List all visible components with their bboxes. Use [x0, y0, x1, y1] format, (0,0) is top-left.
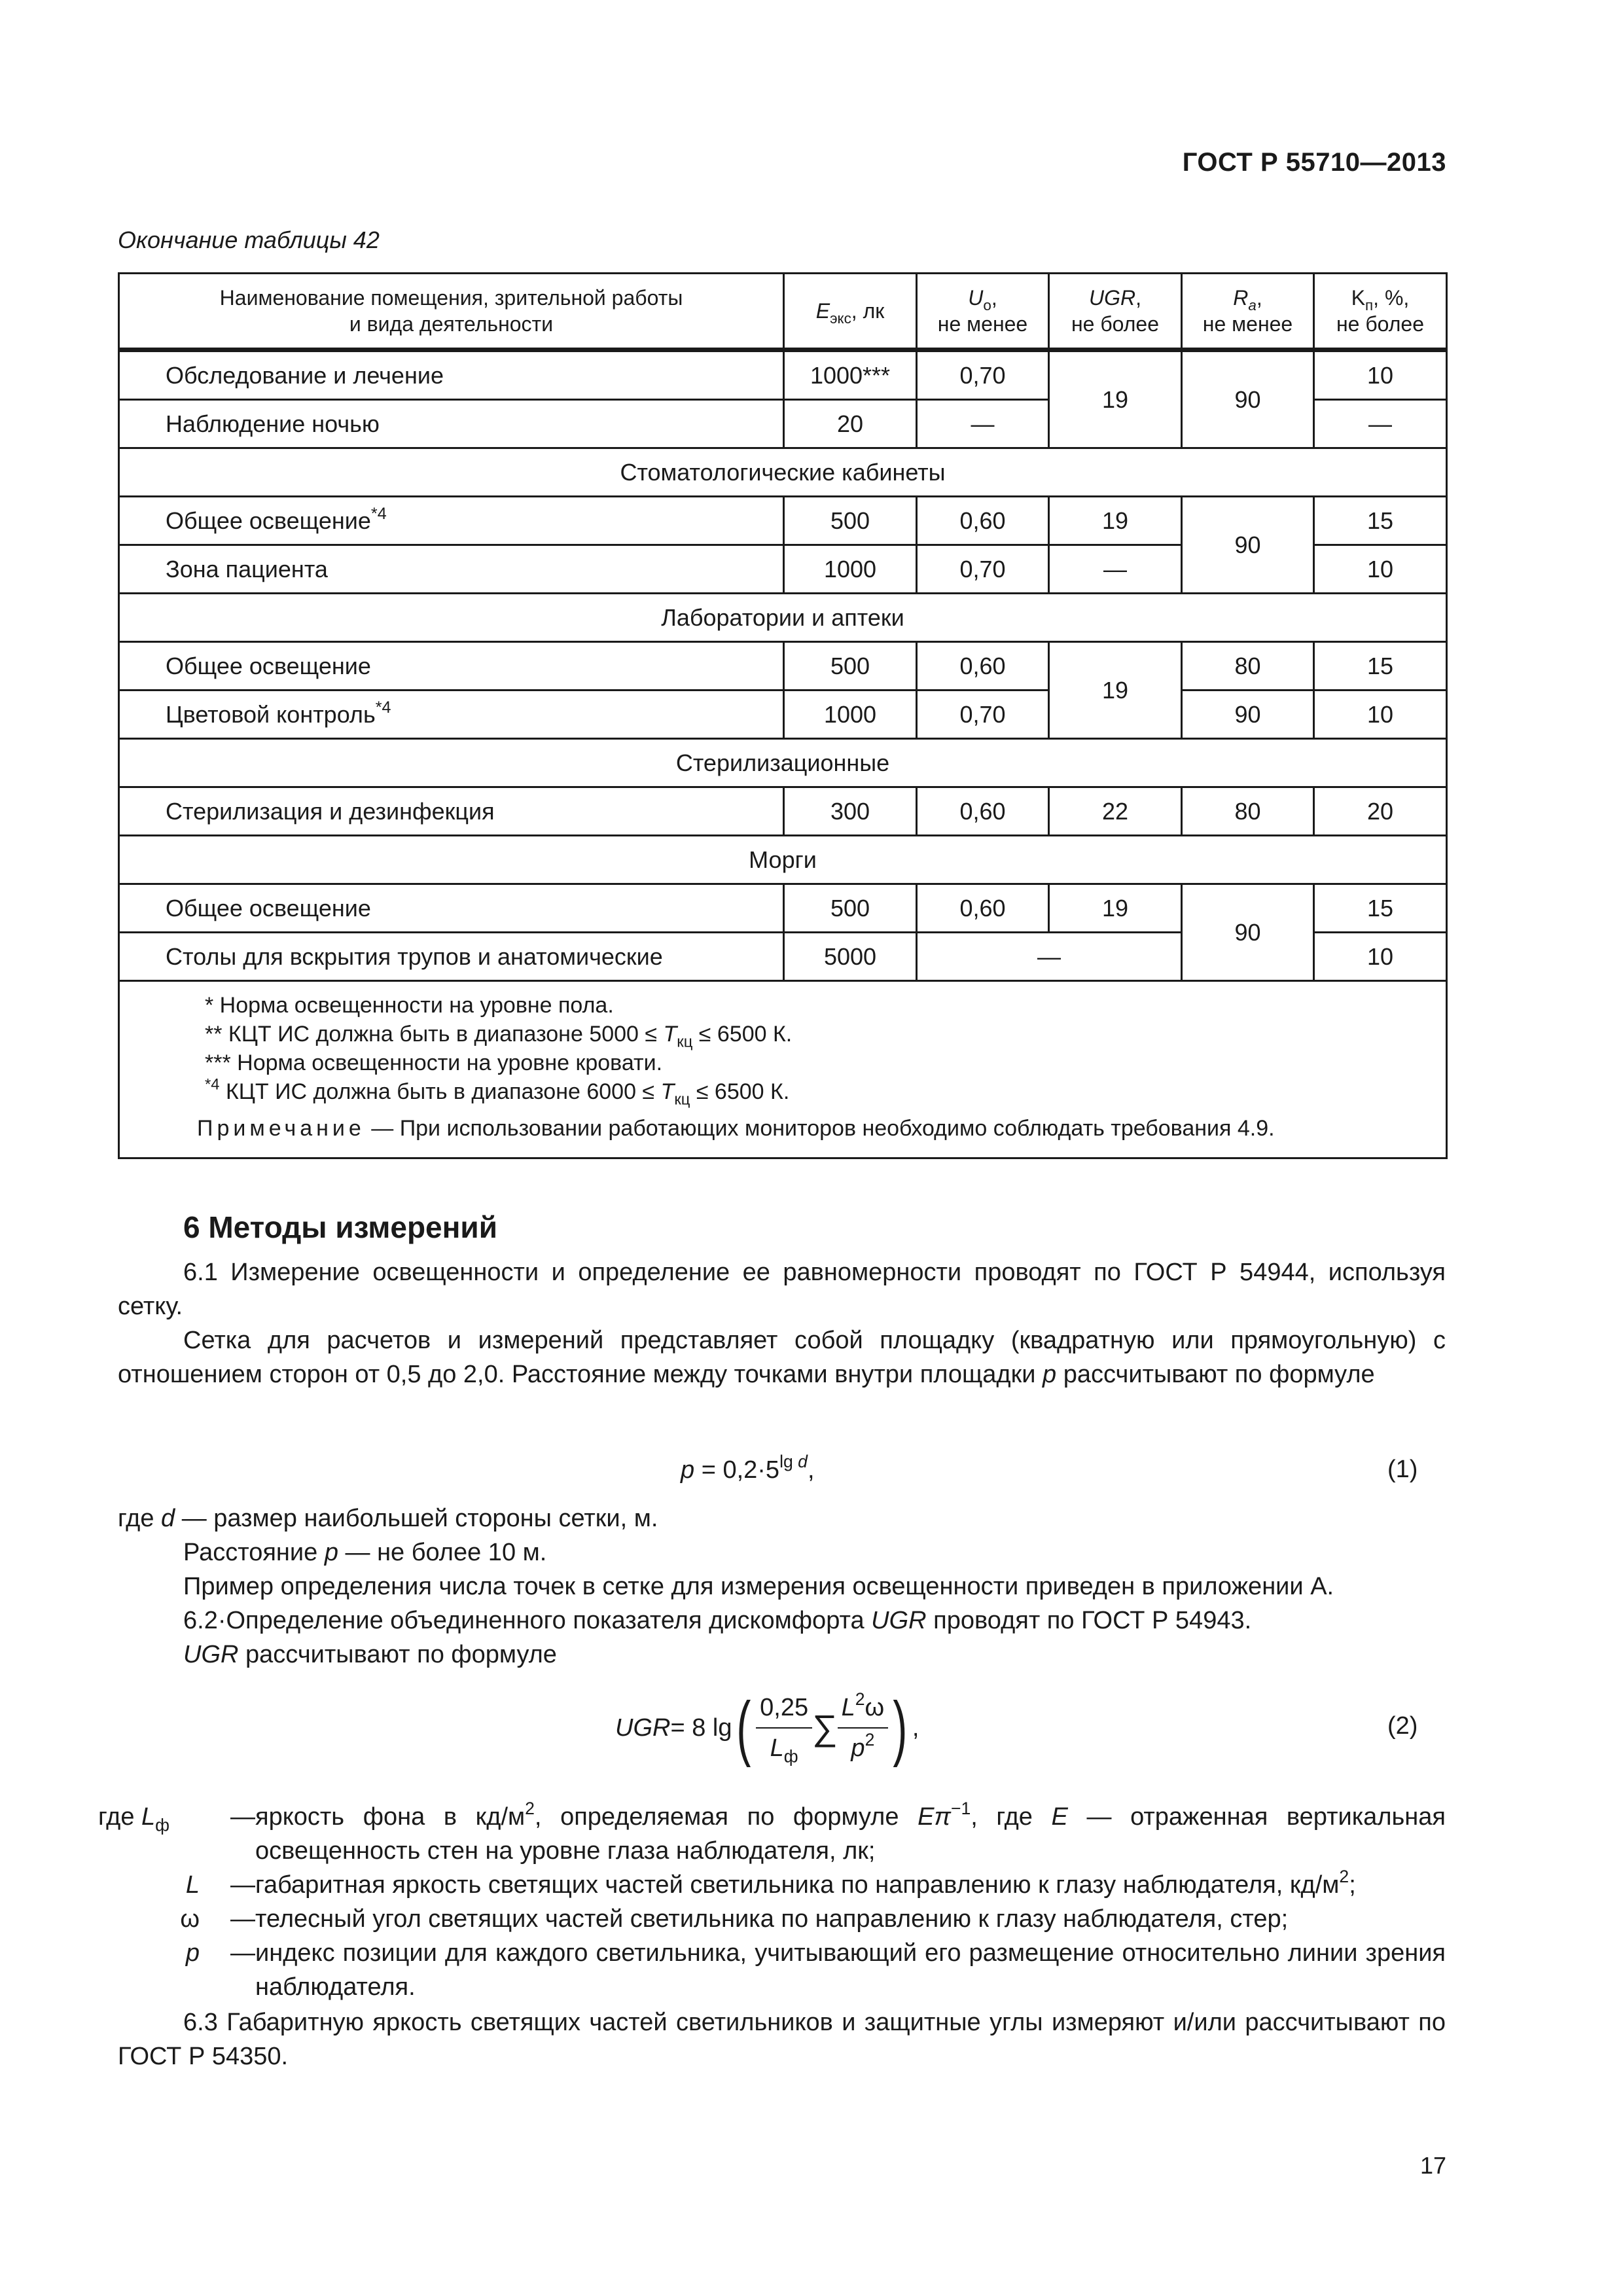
section-heading: 6 Методы измерений	[183, 1210, 497, 1244]
cell-ra: 90	[1182, 884, 1314, 981]
ugr-calc-line: UGR рассчитывают по формуле	[183, 1641, 557, 1668]
cell-ugr: —	[1049, 545, 1182, 594]
table-row	[119, 497, 1447, 545]
table-row	[119, 884, 1447, 933]
cell-ugr: 22	[1049, 787, 1182, 836]
cell-k: 10	[1314, 350, 1447, 400]
table-caption: Окончание таблицы 42	[118, 226, 380, 253]
row-name: Обследование и лечение	[119, 350, 784, 400]
page-number: 17	[1419, 2152, 1446, 2179]
cell-k: 15	[1314, 884, 1447, 933]
table-header-row	[119, 274, 1447, 350]
row-name: Общее освещение	[119, 884, 784, 933]
paragraph-grid: Сетка для расчетов и измерений представляет собой площадку (квадратную или прямоугольную) с отношением сторон от 0,5 до 2,0. Расстояние между точками внутри площадки p рассчитывают по формуле	[118, 1327, 1446, 1388]
table-notes	[119, 981, 1447, 1158]
table-section-row	[119, 739, 1447, 787]
cell-e: 1000	[784, 545, 917, 594]
cell-e: 500	[784, 497, 917, 545]
col-header-u: $U_o$, не менее	[917, 274, 1049, 350]
note-4: $^{*4}$ КЦТ ИС должна быть в диапазоне $6000 \le T_{кц} \le 6500$ К.	[205, 1075, 790, 1109]
row-name: Наблюдение ночью	[119, 400, 784, 448]
cell-ugr: 19	[1049, 350, 1182, 448]
note-3: *** Норма освещенности на уровне кровати.	[205, 1050, 663, 1075]
paragraph-6-2: 6.2·Определение объединенного показателя дискомфорта UGR проводят по ГОСТ Р 54943.	[183, 1607, 1252, 1634]
equation-1-number: (1)	[1387, 1456, 1418, 1483]
table-row	[119, 642, 1447, 691]
equation-1: $p = 0,2\cdot 5^{lg d}$,	[681, 1452, 815, 1484]
cell-k: 15	[1314, 497, 1447, 545]
table-notes-row	[119, 981, 1447, 1158]
cell-ugr: 19	[1049, 642, 1182, 739]
section-label: Лаборатории и аптеки	[119, 594, 1447, 642]
cell-u: 0,60	[917, 642, 1049, 691]
cell-e: 1000	[784, 691, 917, 739]
cell-u: 0,70	[917, 545, 1049, 594]
equation-2: UGR = 8 lg ( $\frac{0,25}{L_ф}$ ∑ $\frac{L^2\omega}{p^2}$ ) ,	[615, 1687, 919, 1768]
cell-ra: 80	[1182, 642, 1314, 691]
cell-k: —	[1314, 400, 1447, 448]
col-header-ra: $R_a$, не менее	[1182, 274, 1314, 350]
cell-e: 1000***	[784, 350, 917, 400]
col-header-name-line1: Наименование помещения, зрительной работы	[219, 286, 683, 310]
cell-e: 300	[784, 787, 917, 836]
cell-ra: 90	[1182, 350, 1314, 448]
row-name: Стерилизация и дезинфекция	[119, 787, 784, 836]
paren-open: (	[736, 1687, 751, 1768]
cell-e: 5000	[784, 933, 917, 981]
cell-e: 500	[784, 642, 917, 691]
norms-table	[118, 272, 1448, 1159]
table-row	[119, 691, 1447, 739]
cell-e: 500	[784, 884, 917, 933]
paragraph-6-3: 6.3 Габаритную яркость светящих частей светильников и защитные углы измеряют и/или рассчитывают по ГОСТ Р 54350.	[118, 2009, 1446, 2070]
col-header-e: $E_{экс}$, лк	[784, 274, 917, 350]
cell-k: 10	[1314, 933, 1447, 981]
table-row	[119, 787, 1447, 836]
distance-limit: Расстояние p — не более 10 м.	[183, 1539, 547, 1566]
cell-k: 20	[1314, 787, 1447, 836]
cell-ra: 80	[1182, 787, 1314, 836]
cell-u: 0,60	[917, 787, 1049, 836]
cell-e: 20	[784, 400, 917, 448]
fraction-2: $\frac{L^2\omega}{p^2}$	[838, 1688, 889, 1768]
where-d: где d — размер наибольшей стороны сетки, м.	[118, 1505, 658, 1532]
row-name: Зона пациента	[119, 545, 784, 594]
cell-k: 10	[1314, 545, 1447, 594]
table-section-row	[119, 448, 1447, 497]
table-remark: Примечание — При использовании работающих мониторов необходимо соблюдать требования 4.9.	[197, 1116, 1275, 1141]
note-2: ** КЦТ ИС должна быть в диапазоне $5000 \le T_{кц} \le 6500$ К.	[205, 1022, 793, 1051]
col-header-name-line2: и вида деятельности	[349, 312, 554, 336]
cell-ugr: 19	[1049, 497, 1182, 545]
cell-u: —	[917, 400, 1049, 448]
note-1: * Норма освещенности на уровне пола.	[205, 993, 614, 1018]
document-id-header: ГОСТ Р 55710—2013	[1182, 148, 1446, 177]
cell-u: 0,70	[917, 691, 1049, 739]
row-name: Общее освещение$^{*4}$	[119, 497, 784, 545]
table-section-row	[119, 836, 1447, 884]
row-name: Цветовой контроль$^{*4}$	[119, 691, 784, 739]
definitions-list: где $L_ф$ — яркость фона в $кд/м^2$, определяемая по формуле $E\pi^{-1}$, где E — отраженная вертикальная освещенность стен на уровне глаза наблюдателя, лк; L — габаритная яркость светящих частей светильника по направлению к глазу наблюдателя, $кд/м^2$; ω — телесный угол светящих частей светильника по направлению к глазу наблюдателя, стер; p — индекс позиции для каждого светильника, учитывающий его размещение относительно линии зрения наблюдателя.	[98, 1799, 1446, 2001]
col-header-k: $K_п$, %, не более	[1314, 274, 1447, 350]
cell-u-ugr: —	[917, 933, 1182, 981]
cell-u: 0,60	[917, 884, 1049, 933]
table-section-row	[119, 594, 1447, 642]
equation-2-number: (2)	[1387, 1712, 1418, 1740]
paragraph-6-1: 6.1 Измерение освещенности и определение ее равномерности проводят по ГОСТ Р 54944, используя сетку.	[118, 1259, 1446, 1320]
paren-close: )	[893, 1687, 908, 1768]
fraction-1: $\frac{0,25}{L_ф}$	[756, 1688, 812, 1768]
col-header-ugr: UGR, не более	[1049, 274, 1182, 350]
row-name: Столы для вскрытия трупов и анатомические	[119, 933, 784, 981]
cell-ra: 90	[1182, 497, 1314, 594]
cell-ugr: 19	[1049, 884, 1182, 933]
section-label: Морги	[119, 836, 1447, 884]
cell-ra: 90	[1182, 691, 1314, 739]
sigma-sign: ∑	[812, 1708, 838, 1748]
col-header-name	[119, 274, 784, 350]
section-label: Стерилизационные	[119, 739, 1447, 787]
cell-k: 15	[1314, 642, 1447, 691]
cell-k: 10	[1314, 691, 1447, 739]
cell-u: 0,70	[917, 350, 1049, 400]
section-label: Стоматологические кабинеты	[119, 448, 1447, 497]
cell-u: 0,60	[917, 497, 1049, 545]
table-row	[119, 350, 1447, 400]
example-line: Пример определения числа точек в сетке для измерения освещенности приведен в приложении А.	[183, 1573, 1334, 1600]
row-name: Общее освещение	[119, 642, 784, 691]
